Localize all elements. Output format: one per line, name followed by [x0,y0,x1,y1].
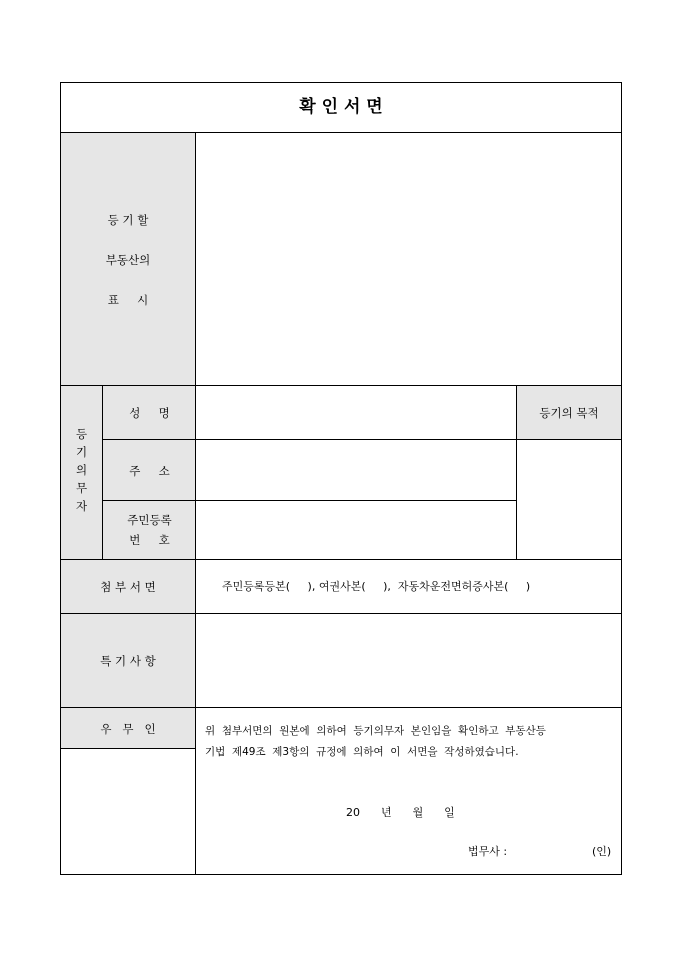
thumbprint-box[interactable] [61,750,195,874]
signer-name-field[interactable] [520,842,588,862]
thumbprint-divider [60,748,196,749]
obligor-group-label-1: 등 [75,427,88,441]
purpose-field[interactable] [518,441,621,559]
property-label-line1: 등 기 할 [107,213,149,227]
special-field[interactable] [197,615,621,707]
attachments-text: 주민등록등본( ), 여권사본( ), 자동차운전면허증사본( ) [222,580,531,593]
property-label-line2: 부동산의 [105,253,151,267]
seal-mark: (인) [592,845,612,858]
title-divider [60,132,622,133]
special-label: 특 기 사 항 [100,654,156,668]
label-column-divider [195,133,196,874]
name-row-divider [103,439,621,440]
attachments-label: 첨 부 서 면 [100,580,156,594]
address-label: 주 소 [129,464,170,478]
rrn-label-line2: 번 호 [129,533,170,547]
rrn-field[interactable] [197,502,516,559]
signer-label: 법무사 : [468,845,508,858]
property-divider [60,385,622,386]
address-row-divider [103,500,517,501]
obligor-divider [60,559,622,560]
attachments-divider [60,613,622,614]
property-label-line3: 표 시 [107,293,149,307]
name-label: 성 명 [129,406,170,420]
thumbprint-label: 우 무 인 [100,722,156,736]
form-title: 확 인 서 면 [299,97,383,117]
obligor-group-label-2: 기 [75,445,88,459]
address-field[interactable] [197,441,516,500]
property-field[interactable] [197,134,621,385]
purpose-label: 등기의 목적 [539,406,599,420]
obligor-group-label-3: 의 [75,463,88,477]
obligor-group-label-4: 무 [75,481,88,495]
obligor-group-label-5: 자 [75,499,88,513]
rrn-label-line1: 주민등록 [127,513,172,527]
statement-line1: 위 첨부서면의 원본에 의하여 등기의무자 본인임을 확인하고 부동산등 [205,725,546,737]
special-divider [60,707,622,708]
statement-line2: 기법 제49조 제3항의 규정에 의하여 이 서면을 작성하였습니다. [205,746,519,758]
statement-date: 20 년 월 일 [346,806,455,819]
name-field[interactable] [197,387,516,439]
